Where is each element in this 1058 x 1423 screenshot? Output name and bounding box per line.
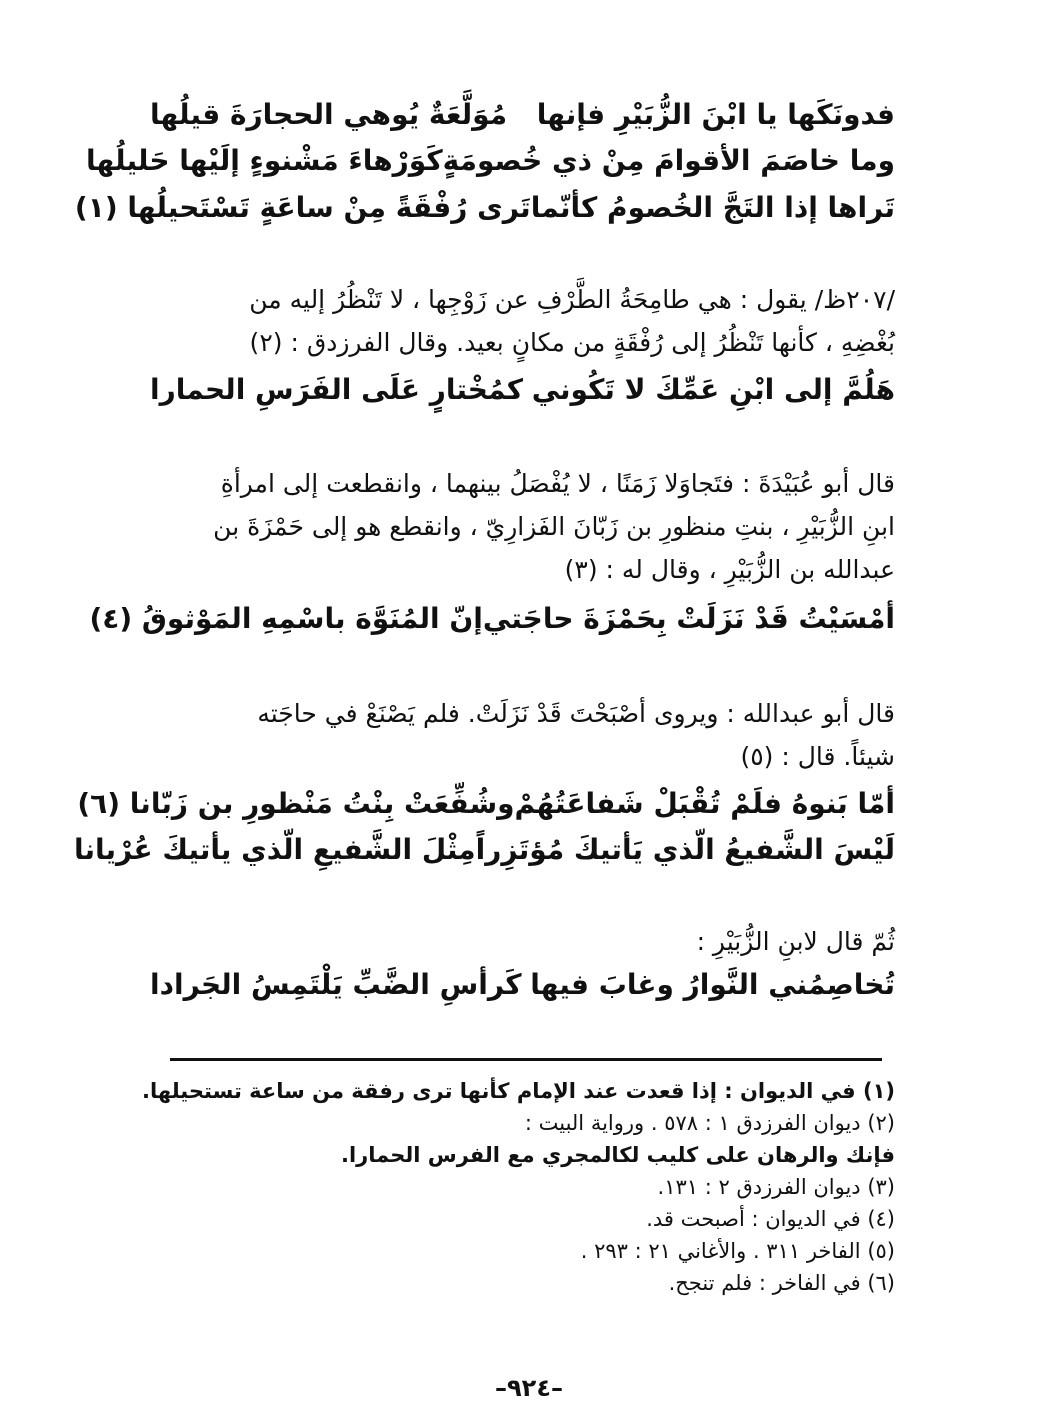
page-number: –٩٢٤– bbox=[495, 1374, 563, 1402]
footnote: (٥) الفاخر ٣١١ . والأغاني ٢١ : ٢٩٣ . bbox=[580, 1239, 895, 1263]
verse-first-hemistich: تَراها إذا التَجَّ الخُصومُ كأنّما bbox=[530, 190, 895, 224]
footnote: (٤) في الديوان : أصبحت قد. bbox=[646, 1207, 895, 1231]
prose-line: قال أبو عبدالله : ويروى أصْبَحْتَ قَدْ نَزَلَتْ. فلم يَصْنَعْ في حاجَته bbox=[257, 699, 895, 728]
prose-line: قال أبو عُبَيْدَةَ : فتَجاوَلا زَمَنًا ، لا يُفْصَلُ بينهما ، وانقطعت إلى امرأةِ bbox=[220, 469, 895, 498]
poem-verse bbox=[150, 962, 895, 1006]
poem-verse bbox=[89, 596, 895, 640]
prose-line: /٢٠٧ظ/ يقول : هي طامِحَةُ الطَّرْفِ عن زَوْجِها ، لا تَنْظُرُ إليه من bbox=[249, 285, 895, 314]
verse-second-hemistich: وشُفِّعَتْ بِنْتُ مَنْظورِ بن زَبّانا (٦) bbox=[77, 786, 515, 820]
footnote: (١) في الديوان : إذا قعدت عند الإمام كأنها ترى رفقة من ساعة تستحيلها. bbox=[142, 1079, 895, 1103]
poem-verse bbox=[86, 138, 895, 182]
footnote: فإنك والرهان على كليب لكالمجري مع الفرس الحمارا. bbox=[341, 1143, 895, 1167]
prose-line: عبدالله بن الزُّبَيْرِ ، وقال له : (٣) bbox=[564, 555, 895, 584]
verse-first-hemistich: وما خاصَمَ الأقوامَ مِنْ ذي خُصومَةٍ bbox=[442, 143, 895, 177]
prose-paragraph bbox=[150, 462, 895, 591]
prose-line: شيئاً. قال : (٥) bbox=[740, 742, 895, 771]
poem-verse bbox=[73, 827, 895, 871]
verse-first-hemistich: فدونَكَها يا ابْنَ الزُّبَيْرِ فإنها bbox=[536, 97, 895, 131]
verse-first-hemistich: أمْسَيْتُ قَدْ نَزَلَتْ بِحَمْزَةَ حاجَتي bbox=[482, 601, 895, 635]
verse-second-hemistich: إنّ المُنَوَّهَ باسْمِهِ المَوْثوقُ (٤) bbox=[89, 601, 483, 635]
verse-first-hemistich: لَيْسَ الشَّفيعُ الّذي يَأتيكَ مُؤتَزِراً bbox=[475, 832, 895, 866]
verse-second-hemistich: كَرأسِ الضَّبِّ يَلْتَمِسُ الجَرادا bbox=[150, 967, 522, 1001]
footnote: (٣) ديوان الفرزدق ٢ : ١٣١. bbox=[657, 1175, 895, 1199]
verse-second-hemistich: كَوَرْهاءَ مَشْنوءٍ إلَيْها حَليلُها bbox=[86, 143, 443, 177]
verse-second-hemistich: تَرى رُفْقَةً مِنْ ساعَةٍ تَسْتَحيلُها (١) bbox=[74, 190, 531, 224]
prose-line: ثُمّ قال لابنِ الزُّبَيْرِ : bbox=[696, 927, 895, 956]
prose-line: بُغْضِهِ ، كأنها تَنْظُرُ إلى رُفْقَةٍ من مكانٍ بعيد. وقال الفرزدق : (٢) bbox=[249, 328, 895, 357]
poem-verse bbox=[74, 185, 895, 229]
footnote: (٦) في الفاخر : فلم تنجح. bbox=[668, 1271, 895, 1295]
footnote: (٢) ديوان الفرزدق ١ : ٥٧٨ . ورواية البيت : bbox=[524, 1111, 895, 1135]
prose-line: ابنِ الزُّبَيْرِ ، بنتِ منظورِ بن زَبّانَ الفَزارِيّ ، وانقطع هو إلى حَمْزَةَ بن bbox=[213, 512, 895, 541]
poem-verse bbox=[77, 781, 895, 825]
verse-first-hemistich: هَلُمَّ إلى ابْنِ عَمِّكَ لا تَكُوني bbox=[531, 372, 895, 406]
prose-paragraph bbox=[150, 692, 895, 778]
poem-verse bbox=[150, 92, 895, 136]
verse-second-hemistich: مِثْلَ الشَّفيعِ الّذي يأتيكَ عُرْيانا bbox=[73, 832, 476, 866]
verse-first-hemistich: تُخاصِمُني النَّوارُ وغابَ فيها bbox=[530, 967, 895, 1001]
verse-first-hemistich: أمّا بَنوهُ فلَمْ تُقْبَلْ شَفاعَتُهُمْ bbox=[514, 786, 895, 820]
prose-paragraph bbox=[150, 278, 895, 364]
footnote-divider bbox=[170, 1058, 882, 1061]
poem-verse bbox=[150, 367, 895, 411]
footnotes bbox=[142, 1075, 895, 1299]
verse-second-hemistich: كمُخْتارٍ عَلَى الفَرَسِ الحمارا bbox=[150, 372, 524, 406]
prose-paragraph bbox=[150, 920, 895, 963]
verse-second-hemistich: مُوَلَّعَةٌ يُوهي الحجارَةَ قيلُها bbox=[150, 97, 508, 131]
